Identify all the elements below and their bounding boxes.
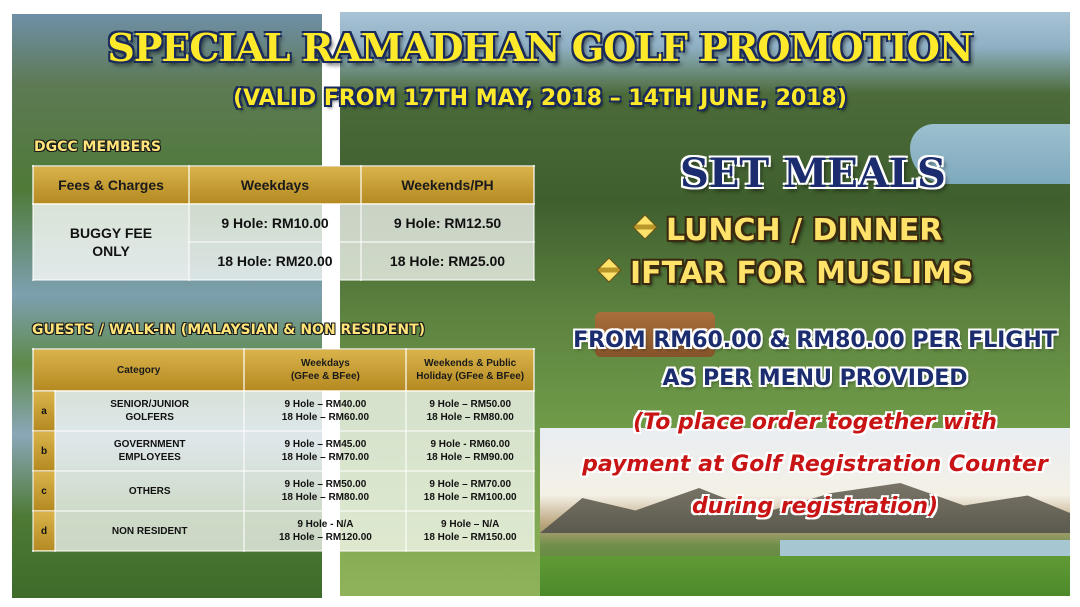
category-line1: NON RESIDENT (111, 525, 188, 537)
price-18-hole: 18 Hole – RM150.00 (423, 532, 517, 543)
row-letter: b (33, 431, 55, 471)
member-weekend-9-hole: 9 Hole: RM12.50 (361, 204, 534, 242)
meal-item-label: LUNCH / DINNER (666, 213, 943, 248)
meal-item-lunch-dinner (636, 213, 942, 248)
diamond-bullet-icon (596, 257, 621, 282)
header-weekdays: Weekdays (189, 166, 361, 204)
category-line1: SENIOR/JUNIOR (110, 399, 190, 410)
buggy-fee-line1: BUGGY FEE (69, 225, 153, 241)
order-note-line1: (To place order together with (633, 410, 997, 435)
header-guest-weekends-line1: Weekends & Public (424, 358, 517, 369)
category-line2: EMPLOYEES (118, 452, 181, 463)
price-18-hole: 18 Hole – RM80.00 (426, 412, 514, 423)
row-category (55, 431, 244, 471)
meal-price-line1: FROM RM60.00 & RM80.00 PER FLIGHT (573, 328, 1057, 353)
row-weekend-price (406, 431, 534, 471)
table-row (33, 471, 534, 511)
row-weekend-price (406, 511, 534, 551)
member-weekday-9-hole: 9 Hole: RM10.00 (189, 204, 361, 242)
price-18-hole: 18 Hole – RM90.00 (426, 452, 514, 463)
price-18-hole: 18 Hole – RM80.00 (281, 492, 370, 503)
price-9-hole: 9 Hole – RM50.00 (429, 399, 512, 410)
guests-section-label: GUESTS / WALK-IN (MALAYSIAN & NON RESIDENT) (32, 322, 426, 338)
set-meals-heading: SET MEALS (680, 150, 946, 197)
header-guest-weekdays (244, 349, 406, 391)
price-9-hole: 9 Hole – RM70.00 (429, 479, 512, 490)
meal-price-line2: AS PER MENU PROVIDED (662, 366, 968, 391)
header-guest-weekends (406, 349, 534, 391)
header-fees-charges: Fees & Charges (33, 166, 189, 204)
price-9-hole: 9 Hole - RM60.00 (430, 439, 510, 450)
row-weekday-price (244, 511, 406, 551)
lawn-strip (540, 556, 1070, 596)
order-note-line2: payment at Golf Registration Counter (582, 452, 1048, 477)
header-guest-weekdays-line2: (GFee & BFee) (290, 371, 360, 382)
price-9-hole: 9 Hole - N/A (297, 519, 354, 530)
row-category (55, 391, 244, 431)
row-weekday-price (244, 431, 406, 471)
table-row (33, 511, 534, 551)
row-category (55, 471, 244, 511)
buggy-fee-line2: ONLY (92, 243, 130, 259)
row-weekday-price (244, 391, 406, 431)
promo-validity: (VALID FROM 17TH MAY, 2018 – 14TH JUNE, 2018) (233, 86, 847, 111)
header-weekends-ph: Weekends/PH (361, 166, 534, 204)
promo-title: SPECIAL RAMADHAN GOLF PROMOTION (107, 25, 973, 70)
price-9-hole: 9 Hole – N/A (441, 519, 500, 530)
diamond-bullet-icon (632, 214, 657, 239)
price-9-hole: 9 Hole – RM50.00 (284, 479, 367, 490)
row-letter: d (33, 511, 55, 551)
guests-fee-table (32, 348, 535, 552)
header-category: Category (33, 349, 244, 391)
order-note-line3: during registration) (691, 494, 939, 519)
table-row (33, 431, 534, 471)
header-guest-weekdays-line1: Weekdays (301, 358, 350, 369)
meal-item-iftar (600, 256, 974, 291)
category-line2: GOLFERS (125, 412, 174, 423)
row-letter: c (33, 471, 55, 511)
meal-item-label: IFTAR FOR MUSLIMS (630, 256, 974, 291)
price-18-hole: 18 Hole – RM60.00 (281, 412, 370, 423)
price-18-hole: 18 Hole – RM70.00 (281, 452, 370, 463)
table-row (33, 391, 534, 431)
row-weekend-price (406, 471, 534, 511)
member-weekday-18-hole: 18 Hole: RM20.00 (189, 242, 361, 280)
header-guest-weekends-line2: Holiday (GFee & BFee) (416, 371, 525, 382)
category-line1: OTHERS (128, 485, 171, 497)
members-fee-table (32, 165, 535, 281)
price-18-hole: 18 Hole – RM120.00 (278, 532, 372, 543)
row-weekend-price (406, 391, 534, 431)
price-9-hole: 9 Hole – RM45.00 (284, 439, 367, 450)
row-letter: a (33, 391, 55, 431)
buggy-fee-label (33, 204, 189, 280)
category-line1: GOVERNMENT (113, 439, 186, 450)
row-category (55, 511, 244, 551)
member-weekend-18-hole: 18 Hole: RM25.00 (361, 242, 534, 280)
price-9-hole: 9 Hole – RM40.00 (284, 399, 367, 410)
row-weekday-price (244, 471, 406, 511)
price-18-hole: 18 Hole – RM100.00 (423, 492, 517, 503)
members-section-label: DGCC MEMBERS (34, 139, 162, 155)
